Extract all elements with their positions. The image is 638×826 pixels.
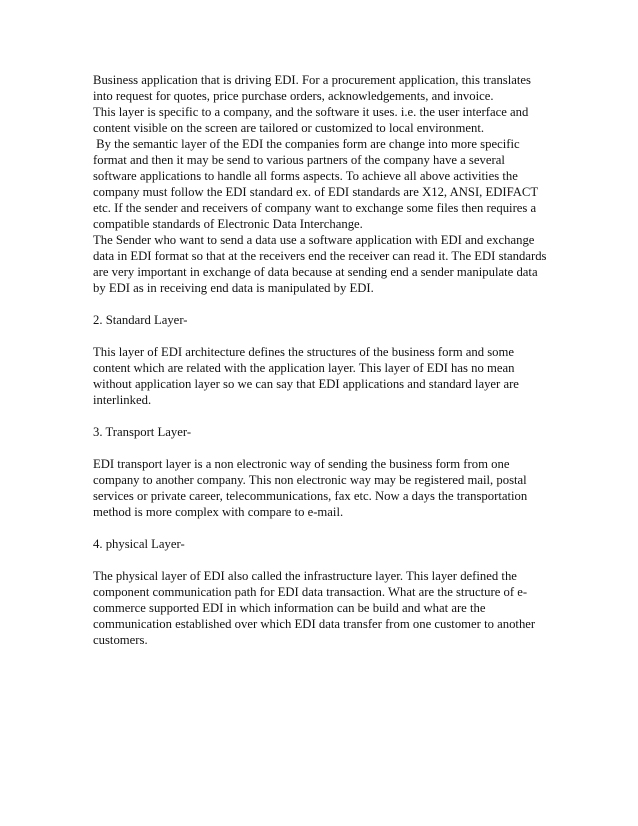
paragraph-gap <box>93 328 553 344</box>
text-line: This layer is specific to a company, and the software it uses. i.e. the user interface and <box>93 105 529 119</box>
section-transport-layer <box>93 424 553 520</box>
text-line: etc. If the sender and receivers of company want to exchange some files then requires a <box>93 201 537 215</box>
section-heading: 4. physical Layer- <box>93 537 185 551</box>
text-line: compatible standards of Electronic Data Interchange. <box>93 217 363 231</box>
text-line: customers. <box>93 633 148 647</box>
text-line: services or private career, telecommunications, fax etc. Now a days the transportation <box>93 489 528 503</box>
text-line: content visible on the screen are tailored or customized to local environment. <box>93 121 485 135</box>
text-line: By the semantic layer of the EDI the companies form are change into more specific <box>93 137 520 151</box>
text-line: interlinked. <box>93 393 152 407</box>
text-line: Business application that is driving EDI. For a procurement application, this translates <box>93 73 531 87</box>
text-line: by EDI as in receiving end data is manipulated by EDI. <box>93 281 374 295</box>
text-line: This layer of EDI architecture defines the structures of the business form and some <box>93 345 515 359</box>
section-heading: 3. Transport Layer- <box>93 425 192 439</box>
section-physical-layer <box>93 536 553 648</box>
document-body <box>93 72 553 648</box>
text-line: method is more complex with compare to e-mail. <box>93 505 344 519</box>
section-heading: 2. Standard Layer- <box>93 313 188 327</box>
text-line: into request for quotes, price purchase orders, acknowledgements, and invoice. <box>93 89 494 103</box>
text-line: commerce supported EDI in which information can be build and what are the <box>93 601 486 615</box>
paragraph-gap <box>93 408 553 424</box>
section-standard-layer <box>93 312 553 408</box>
text-line: The Sender who want to send a data use a software application with EDI and exchange <box>93 233 535 247</box>
text-line: communication established over which EDI data transfer from one customer to another <box>93 617 536 631</box>
text-line: EDI transport layer is a non electronic way of sending the business form from one <box>93 457 510 471</box>
text-line: company to another company. This non electronic way may be registered mail, postal <box>93 473 527 487</box>
text-line: company must follow the EDI standard ex. of EDI standards are X12, ANSI, EDIFACT <box>93 185 539 199</box>
text-line: format and then it may be send to various partners of the company have a several <box>93 153 505 167</box>
paragraph-gap <box>93 440 553 456</box>
text-line: component communication path for EDI data transaction. What are the structure of e- <box>93 585 528 599</box>
text-line: The physical layer of EDI also called the infrastructure layer. This layer defined the <box>93 569 517 583</box>
text-line: content which are related with the application layer. This layer of EDI has no mean <box>93 361 515 375</box>
paragraph-gap <box>93 520 553 536</box>
paragraph-gap <box>93 296 553 312</box>
intro-paragraph <box>93 72 553 296</box>
text-line: data in EDI format so that at the receivers end the receiver can read it. The EDI standards <box>93 249 547 263</box>
text-line: software applications to handle all forms aspects. To achieve all above activities the <box>93 169 518 183</box>
paragraph-gap <box>93 552 553 568</box>
text-line: are very important in exchange of data because at sending end a sender manipulate data <box>93 265 538 279</box>
text-line: without application layer so we can say that EDI applications and standard layer are <box>93 377 519 391</box>
